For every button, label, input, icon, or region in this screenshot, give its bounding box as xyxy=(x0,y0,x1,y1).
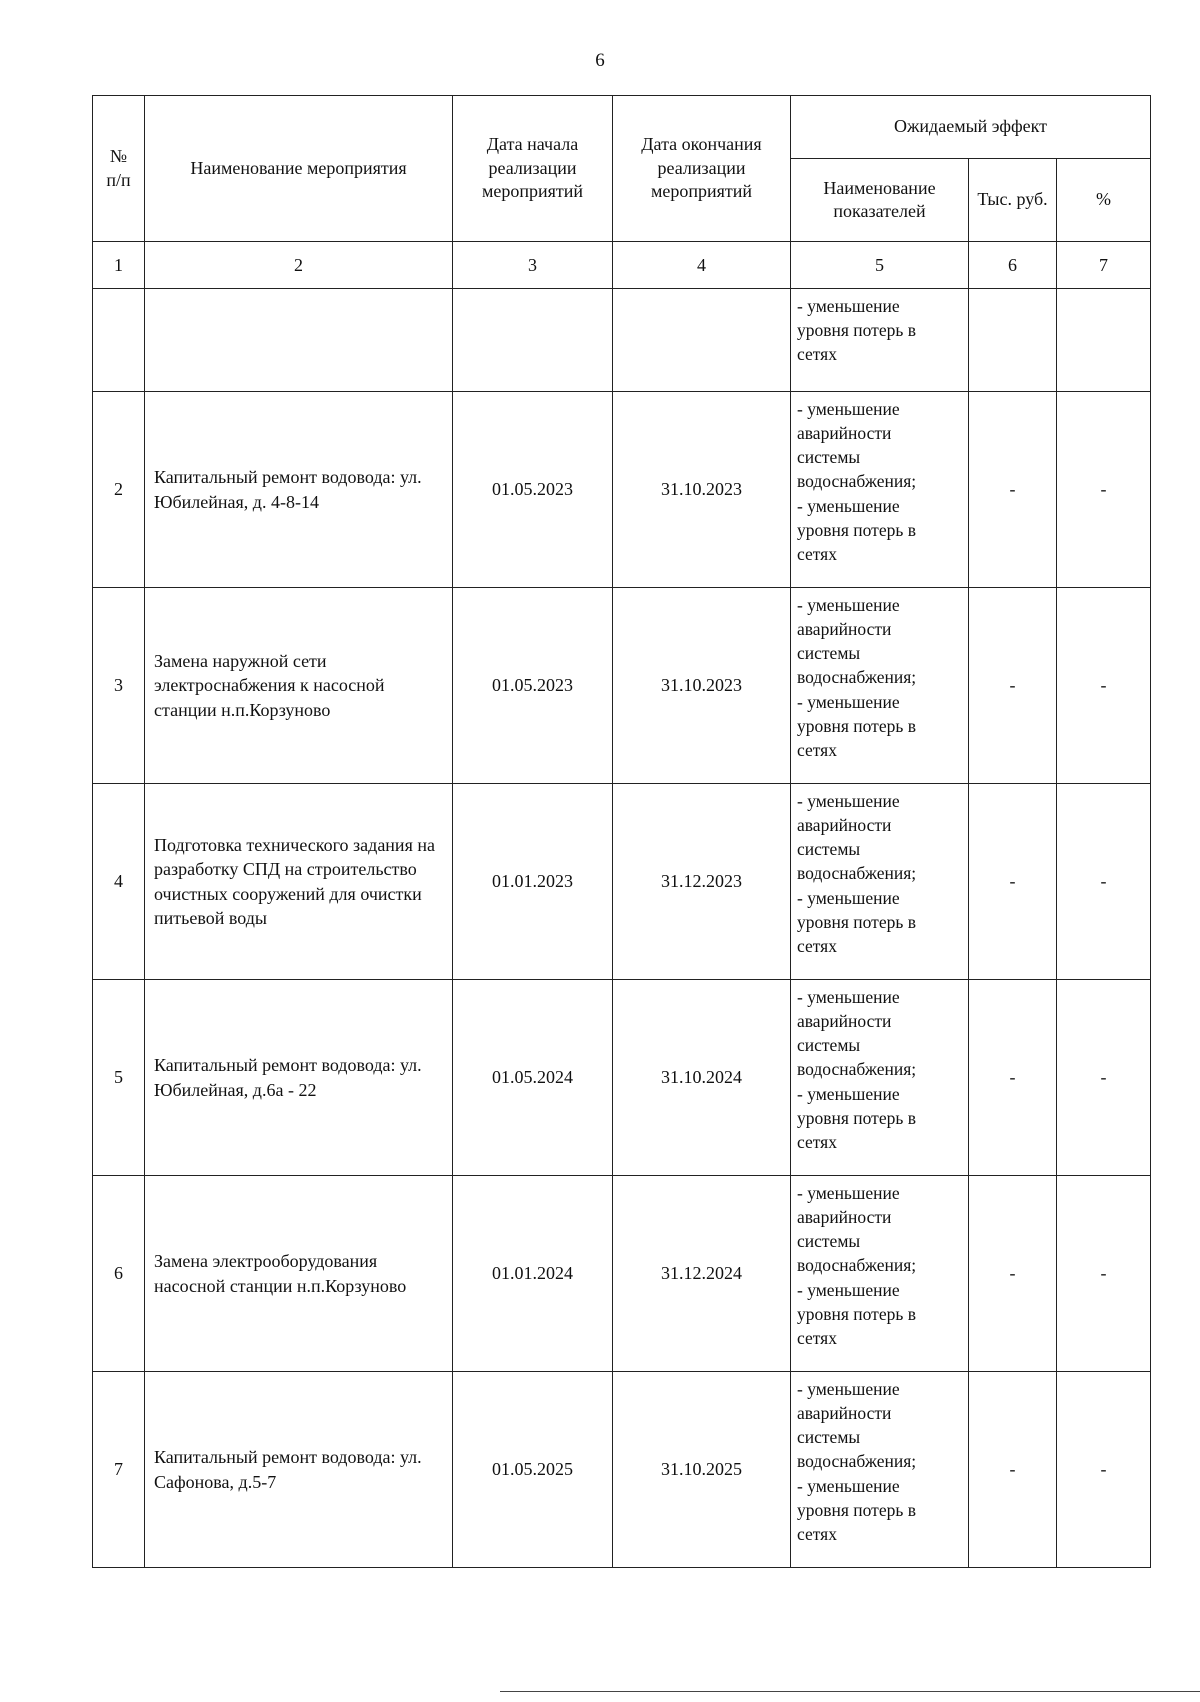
cell-end-date: 31.10.2024 xyxy=(613,980,791,1176)
effect-line: уровня потерь в xyxy=(797,1499,916,1520)
measures-table xyxy=(92,95,1151,1568)
cell-num: 4 xyxy=(93,784,145,980)
effect-line: водоснабжения; xyxy=(797,863,917,884)
effect-line: - уменьшение xyxy=(797,987,900,1007)
cell-thousand-rub: - xyxy=(969,1372,1057,1568)
effect-line: системы xyxy=(797,447,861,468)
cell-start-date: 01.05.2023 xyxy=(453,392,613,588)
cell-effect xyxy=(791,289,969,392)
header-expected-effect: Ожидаемый эффект xyxy=(791,96,1151,159)
cell-end-date: 31.10.2025 xyxy=(613,1372,791,1568)
effect-line: сетях xyxy=(797,344,837,365)
effect-line: - уменьшение xyxy=(797,1475,900,1496)
column-number: 6 xyxy=(969,242,1057,289)
effect-line: - уменьшение xyxy=(797,595,900,615)
cell-start-date: 01.01.2024 xyxy=(453,1176,613,1372)
cell-effect xyxy=(791,1372,969,1568)
column-number: 4 xyxy=(613,242,791,289)
cell-thousand-rub: - xyxy=(969,980,1057,1176)
effect-line: - уменьшение xyxy=(797,1379,900,1399)
effect-line: - уменьшение xyxy=(797,399,900,419)
cell-start-date: 01.05.2024 xyxy=(453,980,613,1176)
effect-line: уровня потерь в xyxy=(797,911,916,932)
cell-name: Капитальный ремонт водовода: ул. Юбилейная, д. 4-8-14 xyxy=(145,392,453,588)
effect-line: - уменьшение xyxy=(797,1279,900,1300)
effect-line: уровня потерь в xyxy=(797,1107,916,1128)
effect-line: системы xyxy=(797,643,861,664)
cell-end-date: 31.10.2023 xyxy=(613,392,791,588)
effect-line: сетях xyxy=(797,935,837,956)
cell-percent: - xyxy=(1057,1372,1151,1568)
cell-thousand-rub: - xyxy=(969,392,1057,588)
page-number: 6 xyxy=(595,50,605,71)
effect-line: водоснабжения; xyxy=(797,667,917,688)
cell-percent: - xyxy=(1057,980,1151,1176)
header-name: Наименование мероприятия xyxy=(145,96,453,242)
cell-name: Капитальный ремонт водовода: ул. Юбилейная, д.6а - 22 xyxy=(145,980,453,1176)
column-number: 3 xyxy=(453,242,613,289)
effect-line: - уменьшение xyxy=(797,791,900,811)
table-row xyxy=(93,588,1151,784)
cell-start-date: 01.01.2023 xyxy=(453,784,613,980)
effect-line: системы xyxy=(797,1427,861,1448)
header-thousand-rub: Тыс. руб. xyxy=(969,159,1057,242)
cell-end-date: 31.10.2023 xyxy=(613,588,791,784)
effect-line: аварийности xyxy=(797,815,892,836)
column-number: 2 xyxy=(145,242,453,289)
cell-effect xyxy=(791,980,969,1176)
cell-num: 7 xyxy=(93,1372,145,1568)
cell-empty xyxy=(613,289,791,392)
cell-percent: - xyxy=(1057,784,1151,980)
cell-empty xyxy=(1057,289,1151,392)
cell-thousand-rub: - xyxy=(969,1176,1057,1372)
cell-start-date: 01.05.2025 xyxy=(453,1372,613,1568)
cell-percent: - xyxy=(1057,588,1151,784)
cell-num: 3 xyxy=(93,588,145,784)
cell-percent: - xyxy=(1057,1176,1151,1372)
table-row xyxy=(93,1176,1151,1372)
continuation-row xyxy=(93,289,1151,392)
effect-line: уровня потерь в xyxy=(797,519,916,540)
table-row xyxy=(93,392,1151,588)
cell-empty xyxy=(93,289,145,392)
effect-line: сетях xyxy=(797,543,837,564)
effect-line: уровня потерь в xyxy=(797,320,916,341)
table-row xyxy=(93,1372,1151,1568)
cell-end-date: 31.12.2024 xyxy=(613,1176,791,1372)
effect-line: - уменьшение xyxy=(797,1183,900,1203)
column-number: 7 xyxy=(1057,242,1151,289)
cell-effect xyxy=(791,588,969,784)
column-number: 1 xyxy=(93,242,145,289)
header-start-date: Дата начала реализации мероприятий xyxy=(453,96,613,242)
column-number: 5 xyxy=(791,242,969,289)
effect-line: сетях xyxy=(797,1131,837,1152)
effect-line: аварийности xyxy=(797,619,892,640)
cell-start-date: 01.05.2023 xyxy=(453,588,613,784)
effect-line: - уменьшение xyxy=(797,887,900,908)
effect-line: системы xyxy=(797,1035,861,1056)
effect-line: - уменьшение xyxy=(797,495,900,516)
effect-line: аварийности xyxy=(797,1403,892,1424)
cell-name: Замена электрооборудования насосной станции н.п.Корзуново xyxy=(145,1176,453,1372)
effect-line: - уменьшение xyxy=(797,296,900,316)
effect-line: - уменьшение xyxy=(797,691,900,712)
cell-thousand-rub: - xyxy=(969,588,1057,784)
effect-line: водоснабжения; xyxy=(797,1451,917,1472)
header-end-date: Дата окончания реализации мероприятий xyxy=(613,96,791,242)
effect-line: - уменьшение xyxy=(797,1083,900,1104)
effect-line: сетях xyxy=(797,1523,837,1544)
table-row xyxy=(93,980,1151,1176)
effect-line: сетях xyxy=(797,1327,837,1348)
effect-line: аварийности xyxy=(797,1011,892,1032)
table-row xyxy=(93,784,1151,980)
cell-effect xyxy=(791,1176,969,1372)
cell-percent: - xyxy=(1057,392,1151,588)
cell-empty xyxy=(145,289,453,392)
effect-line: водоснабжения; xyxy=(797,471,917,492)
effect-line: системы xyxy=(797,839,861,860)
cell-num: 6 xyxy=(93,1176,145,1372)
cell-empty xyxy=(453,289,613,392)
cell-num: 2 xyxy=(93,392,145,588)
bottom-rule xyxy=(500,1691,1200,1692)
header-indicator-name: Наименование показателей xyxy=(791,159,969,242)
cell-end-date: 31.12.2023 xyxy=(613,784,791,980)
effect-line: водоснабжения; xyxy=(797,1059,917,1080)
cell-num: 5 xyxy=(93,980,145,1176)
header-percent: % xyxy=(1057,159,1151,242)
effect-line: аварийности xyxy=(797,1207,892,1228)
cell-name: Капитальный ремонт водовода: ул. Сафонова, д.5-7 xyxy=(145,1372,453,1568)
effect-line: аварийности xyxy=(797,423,892,444)
cell-effect xyxy=(791,392,969,588)
effect-line: системы xyxy=(797,1231,861,1252)
effect-line: сетях xyxy=(797,739,837,760)
effect-line: уровня потерь в xyxy=(797,1303,916,1324)
cell-empty xyxy=(969,289,1057,392)
cell-name: Замена наружной сети электроснабжения к насосной станции н.п.Корзуново xyxy=(145,588,453,784)
effect-line: уровня потерь в xyxy=(797,715,916,736)
cell-name: Подготовка технического задания на разработку СПД на строительство очистных сооружений для очистки питьевой воды xyxy=(145,784,453,980)
cell-effect xyxy=(791,784,969,980)
cell-thousand-rub: - xyxy=(969,784,1057,980)
header-num: № п/п xyxy=(93,96,145,242)
effect-line: водоснабжения; xyxy=(797,1255,917,1276)
